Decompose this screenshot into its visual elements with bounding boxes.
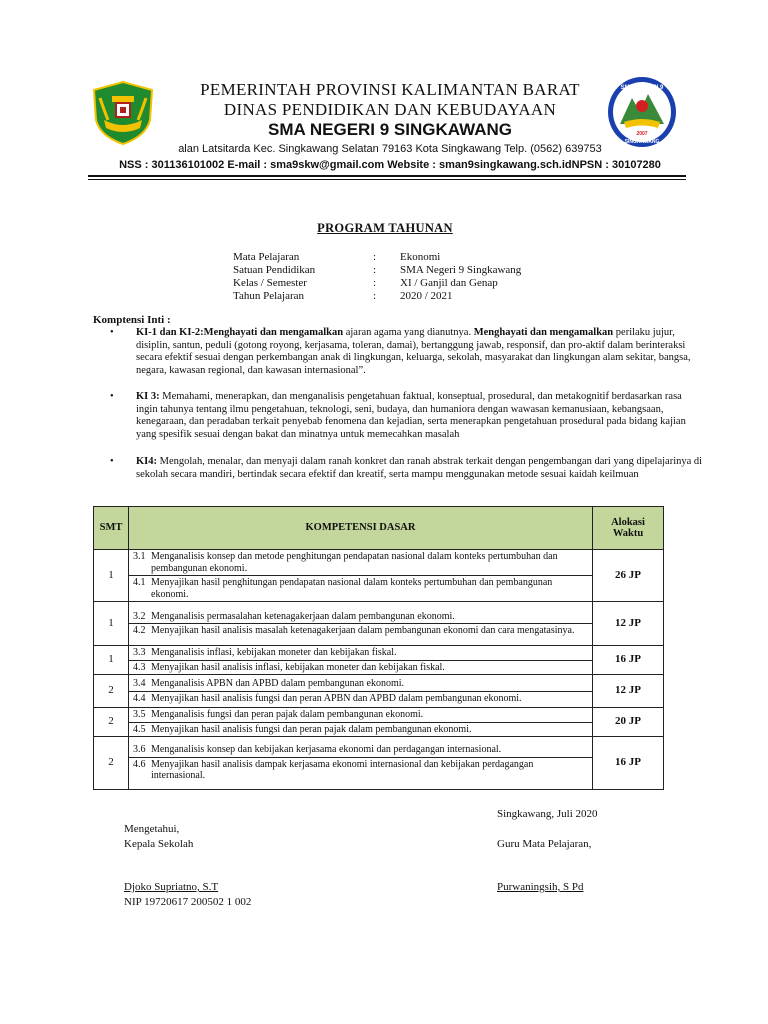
table-row xyxy=(94,737,664,790)
kd-item xyxy=(129,624,592,638)
kd-text: Menganalisis APBN dan APBD dalam pembangunan ekonomi. xyxy=(151,678,405,689)
kd-number: 4.1 xyxy=(133,577,146,588)
kd-cell xyxy=(129,550,593,602)
kd-number: 3.5 xyxy=(133,709,146,720)
kd-cell xyxy=(129,708,593,737)
header-alokasi: Alokasi Waktu xyxy=(593,507,664,550)
kd-number: 4.4 xyxy=(133,692,146,704)
alokasi-cell: 12 JP xyxy=(593,602,664,646)
document-title: PROGRAM TAHUNAN xyxy=(317,221,453,235)
kd-text: Menyajikan hasil analisis masalah ketenagakerjaan dalam pembangunan ekonomi dan cara mengatasinya. xyxy=(151,625,575,636)
info-label: Tahun Pelajaran xyxy=(233,290,305,302)
kd-item xyxy=(129,677,592,692)
kd-item xyxy=(129,661,592,675)
kd-number: 3.1 xyxy=(133,551,146,562)
principal-name: Djoko Supriatno, S.T xyxy=(124,881,219,893)
bullet: • xyxy=(110,456,114,467)
kd-number: 4.5 xyxy=(133,723,146,735)
info-colon: : xyxy=(373,290,377,302)
ki-text-part: Memahami, menerapkan, dan menganalisis pengetahuan faktual, konseptual, prosedural, dan metakognitif berdasarkan rasa ingin tahunya tentang ilmu pengetahuan, teknologi, seni, budaya, dan humaniora dengan wawasan kemanusiaan, kebangsaan, kenegaraan, dan peradaban terkait penyebab fenomena dan kejadian, serta menerapkan pengetahuan prosedural pada bidang kajian yang spesifik sesuai dengan bakat dan minatnya untuk memecahkan masalah xyxy=(136,391,686,440)
teacher-name: Purwaningsih, S Pd xyxy=(497,881,584,893)
kd-text: Menyajikan hasil analisis fungsi dan peran APBN dan APBD dalam pembangunan ekonomi. xyxy=(151,692,522,704)
info-value: XI / Ganjil dan Genap xyxy=(400,277,498,289)
table-row xyxy=(94,550,664,602)
bullet: • xyxy=(110,391,114,402)
school-logo-top-text: SMA NEGERI 9 xyxy=(620,85,664,91)
smt-cell: 1 xyxy=(94,602,129,646)
ki-text-part: Mengolah, menalar, dan menyaji dalam ranah konkret dan ranah abstrak terkait dengan pengembangan dari yang dipelajarinya di sekolah secara mandiri, bertindak secara efektif dan kreatif, serta mampu menggunakan metode sesuai kaidah keilmuan xyxy=(136,456,703,480)
school-logo xyxy=(606,76,678,148)
smt-cell: 2 xyxy=(94,675,129,708)
kompetensi-dasar-table xyxy=(93,506,664,790)
letterhead-province: PEMERINTAH PROVINSI KALIMANTAN BARAT xyxy=(200,80,580,99)
kd-cell xyxy=(129,646,593,675)
kd-text: Menyajikan hasil penghitungan pendapatan nasional dalam konteks pertumbuhan dan pembangunan ekonomi. xyxy=(151,577,553,600)
kd-item xyxy=(129,692,592,706)
kd-item xyxy=(129,550,592,576)
info-value: SMA Negeri 9 Singkawang xyxy=(400,264,522,276)
kd-item xyxy=(129,708,592,723)
kd-item xyxy=(129,646,592,661)
smt-cell: 1 xyxy=(94,550,129,602)
kd-item xyxy=(129,758,592,783)
letterhead-school-name: SMA NEGERI 9 SINGKAWANG xyxy=(267,120,512,139)
ki-text xyxy=(136,456,706,481)
provincial-emblem-logo xyxy=(90,80,156,146)
kd-text: Menganalisis konsep dan metode penghitungan pendapatan nasional dalam konteks pertumbuhan dan pembangunan ekonomi. xyxy=(151,551,558,574)
header-smt: SMT xyxy=(94,507,129,550)
table-body xyxy=(94,550,664,790)
school-logo-year: 2007 xyxy=(636,131,648,137)
info-label: Mata Pelajaran xyxy=(233,251,300,263)
letterhead-rule-thick xyxy=(88,175,686,177)
info-label: Kelas / Semester xyxy=(233,277,307,289)
ki-label: KI4: xyxy=(136,456,157,467)
kd-text: Menganalisis inflasi, kebijakan moneter dan kebijakan fiskal. xyxy=(151,647,397,658)
acknowledged-label: Mengetahui, xyxy=(124,823,180,835)
ki-label: KI-1 dan KI-2:Menghayati dan mengamalkan xyxy=(136,327,344,338)
kd-item xyxy=(129,576,592,601)
smt-cell: 2 xyxy=(94,737,129,790)
alokasi-cell: 20 JP xyxy=(593,708,664,737)
alokasi-cell: 16 JP xyxy=(593,646,664,675)
kd-number: 3.2 xyxy=(133,610,146,622)
kd-item xyxy=(129,610,592,625)
info-colon: : xyxy=(373,264,377,276)
letterhead-contact: NSS : 301136101002 E-mail : sma9skw@gmail.com Website : sman9singkawang.sch.idNPSN : 30107280 xyxy=(119,159,661,171)
kd-text: Menganalisis permasalahan ketenagakerjaan dalam pembangunan ekonomi. xyxy=(151,610,455,622)
kd-cell xyxy=(129,602,593,646)
alokasi-cell: 16 JP xyxy=(593,737,664,790)
kd-text: Menyajikan hasil analisis inflasi, kebijakan moneter dan kebijakan fiskal. xyxy=(151,661,445,673)
ki-label: KI 3: xyxy=(136,391,160,402)
kd-number: 3.4 xyxy=(133,678,146,689)
ki-text xyxy=(136,391,706,441)
kd-text: Menyajikan hasil analisis dampak kerjasama ekonomi internasional dan kebijakan perdagangan internasional. xyxy=(151,758,534,782)
letterhead-department: DINAS PENDIDIKAN DAN KEBUDAYAAN xyxy=(223,100,557,119)
kd-text: Menyajikan hasil analisis fungsi dan peran pajak dalam pembangunan ekonomi. xyxy=(151,723,472,735)
kd-number: 3.6 xyxy=(133,744,146,756)
ki-heading: Komptensi Inti : xyxy=(93,314,171,326)
school-logo-bottom-text: SINGKAWANG xyxy=(624,139,660,145)
kd-number: 4.3 xyxy=(133,661,146,673)
kd-number: 4.2 xyxy=(133,625,146,636)
info-colon: : xyxy=(373,251,377,263)
kd-item xyxy=(129,743,592,758)
ki-text-part: ajaran agama yang dianutnya. xyxy=(343,327,474,338)
table-row xyxy=(94,602,664,646)
teacher-title: Guru Mata Pelajaran, xyxy=(497,838,592,850)
table-row xyxy=(94,675,664,708)
kd-text: Menganalisis fungsi dan peran pajak dalam pembangunan ekonomi. xyxy=(151,709,424,720)
info-colon: : xyxy=(373,277,377,289)
ki-text-part: perilaku jujur, disiplin, santun, peduli (gotong royong, kerjasama, toleran, damai), bertanggung jawab, responsif, dan pro-aktif dalam berinteraksi secara efektif sesuai dengan perkembangan anak di lingkungan, keluarga, sekolah, masyarakat dan lingkungan alam sekitar, bangsa, negara, kawasan regional, dan kawasan internasional”. xyxy=(136,327,691,376)
table-row xyxy=(94,646,664,675)
alokasi-cell: 12 JP xyxy=(593,675,664,708)
info-value: Ekonomi xyxy=(400,251,441,263)
smt-cell: 2 xyxy=(94,708,129,737)
kd-item xyxy=(129,723,592,737)
ki-emphasis: Menghayati dan mengamalkan xyxy=(473,327,614,338)
kd-text: Menganalisis konsep dan kebijakan kerjasama ekonomi dan perdagangan internasional. xyxy=(151,744,502,756)
smt-cell: 1 xyxy=(94,646,129,675)
kd-cell xyxy=(129,737,593,790)
letterhead-rule-thin xyxy=(88,179,686,180)
table-header-row xyxy=(94,507,664,550)
header-kd: KOMPETENSI DASAR xyxy=(129,507,593,550)
table-row xyxy=(94,708,664,737)
info-label: Satuan Pendidikan xyxy=(233,264,316,276)
ki-text xyxy=(136,327,706,377)
letterhead-address: alan Latsitarda Kec. Singkawang Selatan 79163 Kota Singkawang Telp. (0562) 639753 xyxy=(178,143,602,155)
alokasi-cell: 26 JP xyxy=(593,550,664,602)
kd-number: 3.3 xyxy=(133,647,146,658)
principal-nip: NIP 19720617 200502 1 002 xyxy=(124,896,252,908)
place-date: Singkawang, Juli 2020 xyxy=(497,808,598,820)
bullet: • xyxy=(110,327,114,338)
info-value: 2020 / 2021 xyxy=(400,290,453,302)
kd-cell xyxy=(129,675,593,708)
principal-title: Kepala Sekolah xyxy=(124,838,194,850)
kd-number: 4.6 xyxy=(133,758,146,770)
